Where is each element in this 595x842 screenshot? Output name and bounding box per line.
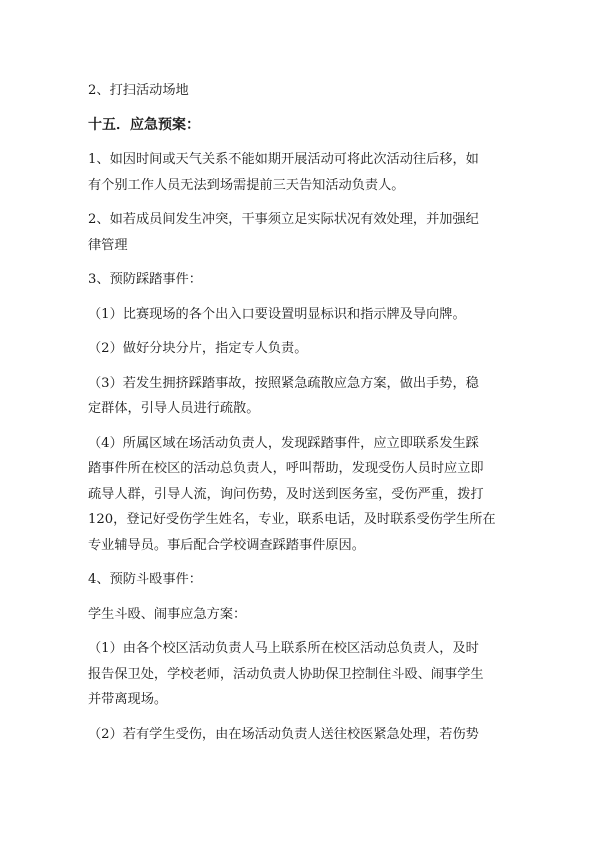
- section-heading: 十五．应急预案：: [88, 116, 200, 133]
- text-line: 疏导人群，引导人流，询问伤势，及时送到医务室，受伤严重，拨打: [88, 486, 484, 502]
- text-line: （1）由各个校区活动负责人马上联系所在校区活动总负责人，及时: [88, 641, 479, 656]
- text-line: 并带离现场。: [88, 692, 168, 707]
- text-line: （2）若有学生受伤，由在场活动负责人送往校医紧急处理，若伤势: [88, 726, 479, 742]
- text-line: 3、预防踩踏事件：: [88, 272, 202, 287]
- text-line: （3）若发生拥挤踩踏事故，按照紧急疏散应急方案，做出手势，稳: [88, 375, 479, 391]
- text-line: （1）比赛现场的各个出入口要设置明显标识和指示牌及导向牌。: [88, 306, 466, 322]
- text-line: 学生斗殴、闹事应急方案：: [88, 606, 247, 622]
- text-line: 有个别工作人员无法到场需提前三天告知活动负责人。: [88, 177, 405, 193]
- text-line: 踏事件所在校区的活动总负责人，呼叫帮助，发现受伤人员时应立即: [88, 461, 484, 476]
- text-line: 律管理: [88, 237, 128, 253]
- text-line: 2、打扫活动场地: [88, 83, 189, 98]
- text-line: 4、预防斗殴事件：: [88, 572, 202, 587]
- text-line: 2、如若成员间发生冲突，干事须立足实际状况有效处理，并加强纪: [88, 212, 479, 227]
- text-line: 120，登记好受伤学生姓名，专业，联系电话，及时联系受伤学生所在: [88, 512, 496, 527]
- text-line: （2）做好分块分片，指定专人负责。: [88, 341, 308, 356]
- text-line: 1、如因时间或天气关系不能如期开展活动可将此次活动往后移，如: [88, 152, 479, 167]
- document-body: [88, 78, 514, 747]
- text-line: （4）所属区域在场活动负责人，发现踩踏事件，应立即联系发生踩: [88, 435, 479, 451]
- text-line: 定群体，引导人员进行疏散。: [88, 401, 260, 416]
- text-line: 专业辅导员。事后配合学校调查踩踏事件原因。: [88, 537, 365, 553]
- text-line: 报告保卫处，学校老师，活动负责人协助保卫控制住斗殴、闹事学生: [88, 666, 484, 682]
